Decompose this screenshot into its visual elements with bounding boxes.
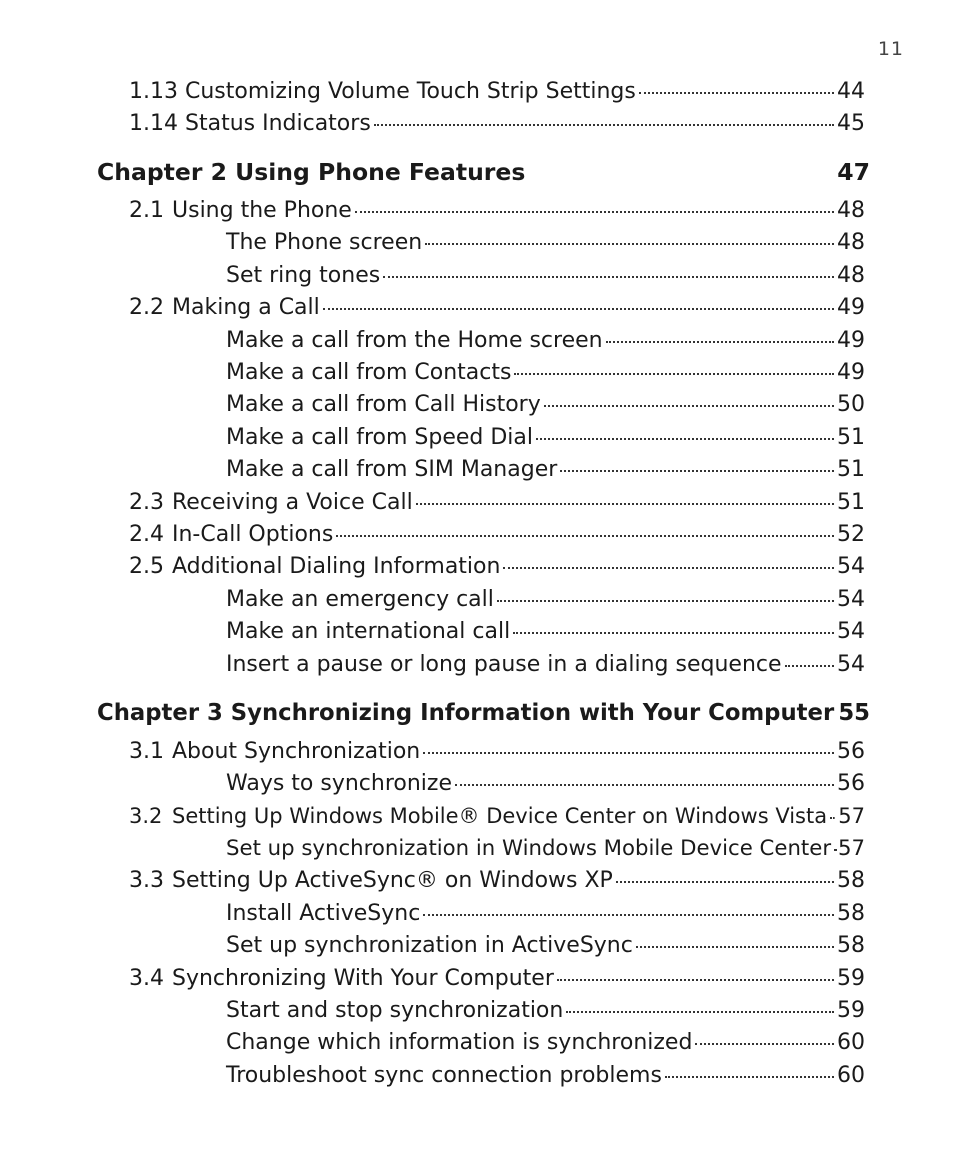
entry-title: Make a call from Call History <box>226 392 541 417</box>
toc-section-entry[interactable] <box>129 552 865 582</box>
entry-page-number: 54 <box>837 652 865 677</box>
chapter-heading[interactable] <box>97 697 870 729</box>
chapter-heading[interactable] <box>97 156 870 188</box>
entry-page-number: 48 <box>837 230 865 255</box>
entry-title: Make a call from Contacts <box>226 360 512 385</box>
dot-leader <box>544 405 834 407</box>
dot-leader <box>423 914 834 916</box>
section-number: 3.4 <box>129 966 164 991</box>
entry-title: Ways to synchronize <box>226 771 453 796</box>
dot-leader <box>560 470 834 472</box>
entry-page-number: 54 <box>837 619 865 644</box>
entry-title: Set ring tones <box>226 263 381 288</box>
dot-leader <box>416 503 834 505</box>
section-number: 2.3 <box>129 490 164 515</box>
entry-page-number: 57 <box>837 836 865 861</box>
entry-title: Make an emergency call <box>226 587 494 612</box>
dot-leader <box>503 567 834 569</box>
toc-section-entry[interactable] <box>129 801 865 831</box>
dot-leader <box>695 1043 834 1045</box>
toc-subsection-entry[interactable] <box>226 931 865 961</box>
entry-page-number: 58 <box>837 933 865 958</box>
toc-subsection-entry[interactable] <box>226 834 865 864</box>
dot-leader <box>374 124 834 126</box>
toc-section-entry[interactable] <box>129 293 865 323</box>
entry-title: Make a call from Speed Dial <box>226 425 534 450</box>
entry-title: Insert a pause or long pause in a dialing sequence <box>226 652 782 677</box>
toc-subsection-entry[interactable] <box>226 390 865 420</box>
toc-section-entry[interactable] <box>129 520 865 550</box>
entry-page-number: 54 <box>837 587 865 612</box>
dot-leader <box>606 341 834 343</box>
entry-page-number: 48 <box>837 263 865 288</box>
dot-leader <box>665 1076 834 1078</box>
dot-leader <box>423 752 834 754</box>
entry-title: Status Indicators <box>185 111 371 136</box>
entry-page-number: 59 <box>837 998 865 1023</box>
section-number: 2.4 <box>129 522 164 547</box>
section-number: 1.13 <box>129 79 178 104</box>
dot-leader <box>383 276 834 278</box>
entry-title: The Phone screen <box>226 230 423 255</box>
section-number: 2.1 <box>129 198 164 223</box>
toc-subsection-entry[interactable] <box>226 585 865 615</box>
entry-page-number: 54 <box>837 554 865 579</box>
entry-page-number: 45 <box>837 111 865 136</box>
dot-leader <box>636 946 834 948</box>
entry-page-number: 58 <box>837 868 865 893</box>
entry-page-number: 50 <box>837 392 865 417</box>
entry-title: Using the Phone <box>172 198 352 223</box>
entry-title: Making a Call <box>172 295 320 320</box>
section-number: 1.14 <box>129 111 178 136</box>
dot-leader <box>785 665 834 667</box>
entry-page-number: 56 <box>837 739 865 764</box>
entry-title: Additional Dialing Information <box>172 554 501 579</box>
entry-page-number: 51 <box>837 425 865 450</box>
entry-title: Synchronizing With Your Computer <box>172 966 554 991</box>
dot-leader <box>425 243 834 245</box>
section-number: 3.1 <box>129 739 164 764</box>
dot-leader <box>616 881 834 883</box>
toc-section-entry[interactable] <box>129 109 865 139</box>
toc-section-entry[interactable] <box>129 866 865 896</box>
toc-subsection-entry[interactable] <box>226 1028 865 1058</box>
entry-page-number: 49 <box>837 360 865 385</box>
entry-title: Make an international call <box>226 619 511 644</box>
chapter-title: Chapter 3 Synchronizing Information with Your Computer <box>97 700 835 726</box>
entry-page-number: 51 <box>837 490 865 515</box>
entry-title: Make a call from SIM Manager <box>226 457 558 482</box>
dot-leader <box>514 373 834 375</box>
entry-page-number: 44 <box>837 79 865 104</box>
dot-leader <box>566 1011 834 1013</box>
dot-leader <box>830 817 835 819</box>
toc-subsection-entry[interactable] <box>226 261 865 291</box>
toc-section-entry[interactable] <box>129 196 865 226</box>
entry-page-number: 60 <box>837 1063 865 1088</box>
entry-title: In-Call Options <box>172 522 334 547</box>
dot-leader <box>557 979 834 981</box>
entry-title: Make a call from the Home screen <box>226 328 603 353</box>
entry-page-number: 49 <box>837 295 865 320</box>
section-number: 2.5 <box>129 554 164 579</box>
section-number: 3.3 <box>129 868 164 893</box>
entry-page-number: 52 <box>837 522 865 547</box>
toc-section-entry[interactable] <box>129 737 865 767</box>
toc-subsection-entry[interactable] <box>226 769 865 799</box>
toc-section-entry[interactable] <box>129 77 865 107</box>
entry-title: Setting Up Windows Mobile® Device Center on Windows Vista <box>172 804 828 828</box>
entry-page-number: 51 <box>837 457 865 482</box>
entry-page-number: 56 <box>837 771 865 796</box>
dot-leader <box>536 438 834 440</box>
chapter-title: Chapter 2 Using Phone Features <box>97 158 526 186</box>
entry-page-number: 48 <box>837 198 865 223</box>
entry-title: Receiving a Voice Call <box>172 490 413 515</box>
entry-title: Set up synchronization in Windows Mobile Device Center <box>226 836 832 861</box>
dot-leader <box>336 535 834 537</box>
dot-leader <box>455 784 834 786</box>
entry-page-number: 59 <box>837 966 865 991</box>
entry-title: Customizing Volume Touch Strip Settings <box>185 79 636 104</box>
toc-subsection-entry[interactable] <box>226 996 865 1026</box>
toc-subsection-entry[interactable] <box>226 423 865 453</box>
toc-section-entry[interactable] <box>129 964 865 994</box>
chapter-page-number: 55 <box>838 700 870 726</box>
chapter-page-number: 47 <box>837 158 870 186</box>
dot-leader <box>323 308 834 310</box>
section-number: 2.2 <box>129 295 164 320</box>
dot-leader <box>639 92 834 94</box>
entry-title: Start and stop synchronization <box>226 998 564 1023</box>
dot-leader <box>513 632 834 634</box>
dot-leader <box>497 600 834 602</box>
entry-title: Install ActiveSync <box>226 901 421 926</box>
dot-leader <box>355 211 834 213</box>
toc-subsection-entry[interactable] <box>226 228 865 258</box>
toc-subsection-entry[interactable] <box>226 326 865 356</box>
entry-title: Troubleshoot sync connection problems <box>226 1063 662 1088</box>
toc-subsection-entry[interactable] <box>226 1061 865 1091</box>
toc-subsection-entry[interactable] <box>226 358 865 388</box>
entry-page-number: 49 <box>837 328 865 353</box>
toc-section-entry[interactable] <box>129 488 865 518</box>
section-number: 3.2 <box>129 804 163 828</box>
entry-page-number: 57 <box>838 804 865 828</box>
toc-subsection-entry[interactable] <box>226 899 865 929</box>
entry-page-number: 58 <box>837 901 865 926</box>
entry-title: Change which information is synchronized <box>226 1030 693 1055</box>
page-number: 11 <box>877 38 904 60</box>
toc-subsection-entry[interactable] <box>226 455 865 485</box>
entry-title: Setting Up ActiveSync® on Windows XP <box>172 868 613 893</box>
entry-title: About Synchronization <box>172 739 421 764</box>
dot-leader <box>834 849 835 851</box>
toc-subsection-entry[interactable] <box>226 617 865 647</box>
entry-title: Set up synchronization in ActiveSync <box>226 933 633 958</box>
entry-page-number: 60 <box>837 1030 865 1055</box>
toc-subsection-entry[interactable] <box>226 650 865 680</box>
